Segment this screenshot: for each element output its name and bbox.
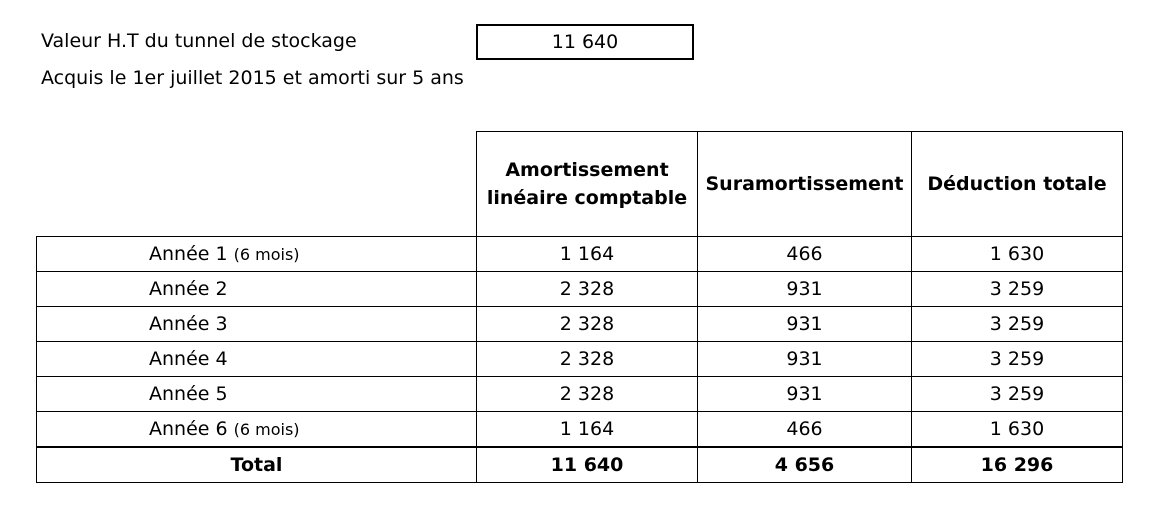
cell-amortissement: 1 164 [477, 237, 698, 272]
table-header-row [37, 132, 1123, 237]
cell-deduction: 1 630 [912, 237, 1123, 272]
row-note: (6 mois) [233, 420, 300, 439]
table-row [37, 237, 1123, 272]
row-label: Année 3 [149, 313, 228, 335]
table-row [37, 307, 1123, 342]
cell-amortissement: 2 328 [477, 377, 698, 412]
row-label-cell [37, 307, 477, 342]
cell-suramortissement: 931 [698, 377, 912, 412]
cell-amortissement: 2 328 [477, 342, 698, 377]
row-label: Année 1 [149, 243, 228, 265]
table-row [37, 342, 1123, 377]
total-label: Total [37, 447, 477, 483]
cell-deduction: 3 259 [912, 272, 1123, 307]
total-amortissement: 11 640 [477, 447, 698, 483]
row-label-cell [37, 237, 477, 272]
asset-value-box [476, 24, 694, 60]
row-note: (6 mois) [233, 245, 300, 264]
cell-suramortissement: 931 [698, 307, 912, 342]
table-row [37, 272, 1123, 307]
cell-suramortissement: 931 [698, 342, 912, 377]
header-amortissement: Amortissement linéaire comptable [477, 132, 698, 237]
cell-deduction: 3 259 [912, 307, 1123, 342]
row-label: Année 4 [149, 348, 228, 370]
cell-suramortissement: 466 [698, 237, 912, 272]
acquisition-note: Acquis le 1er juillet 2015 et amorti sur 5 ans [41, 67, 464, 89]
header-empty-cell [37, 132, 477, 237]
cell-amortissement: 2 328 [477, 307, 698, 342]
row-label: Année 6 [149, 418, 228, 440]
total-deduction: 16 296 [912, 447, 1123, 483]
row-label: Année 2 [149, 278, 228, 300]
total-row [37, 447, 1123, 483]
cell-deduction: 1 630 [912, 412, 1123, 448]
cell-amortissement: 1 164 [477, 412, 698, 448]
asset-value-label: Valeur H.T du tunnel de stockage [41, 30, 357, 52]
cell-deduction: 3 259 [912, 342, 1123, 377]
cell-amortissement: 2 328 [477, 272, 698, 307]
header-deduction-totale: Déduction totale [912, 132, 1123, 237]
row-label-cell [37, 272, 477, 307]
row-label-cell [37, 412, 477, 448]
row-label-cell [37, 342, 477, 377]
table-row [37, 412, 1123, 448]
cell-suramortissement: 466 [698, 412, 912, 448]
cell-suramortissement: 931 [698, 272, 912, 307]
header-suramortissement: Suramortissement [698, 132, 912, 237]
depreciation-table [36, 131, 1123, 483]
table-row [37, 377, 1123, 412]
asset-value-amount: 11 640 [551, 31, 619, 53]
row-label: Année 5 [149, 383, 228, 405]
total-suramortissement: 4 656 [698, 447, 912, 483]
cell-deduction: 3 259 [912, 377, 1123, 412]
row-label-cell [37, 377, 477, 412]
